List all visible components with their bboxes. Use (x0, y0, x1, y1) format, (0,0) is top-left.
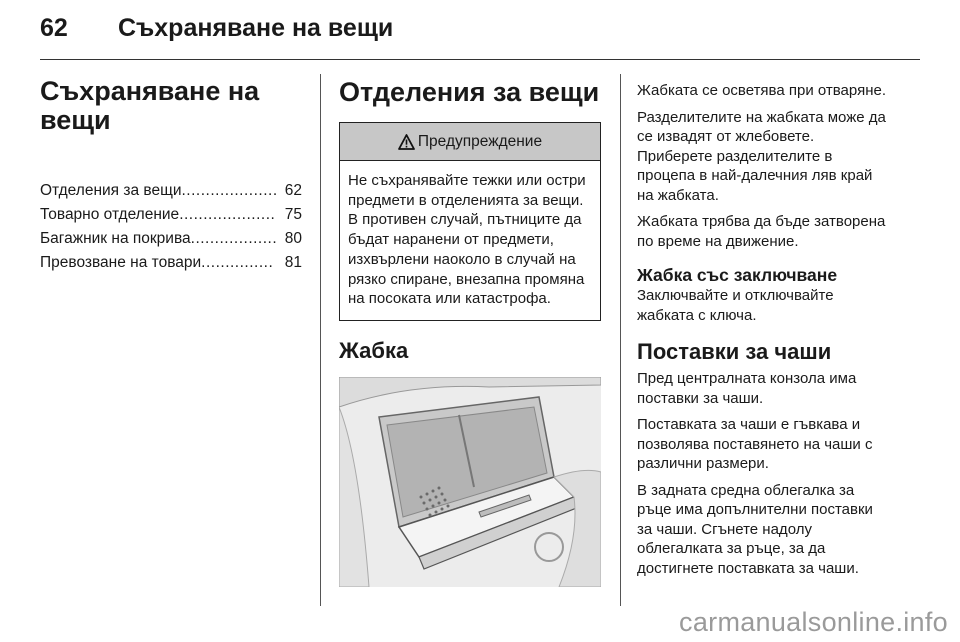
paragraph-closed-while-driving: Жабката трябва да бъде затворена по време на движение. (637, 213, 886, 250)
toc-entry-dots: .................... (181, 182, 278, 199)
warning-header (340, 123, 600, 161)
cupholders-paragraph-3: В задната средна облегалка за ръце има допълнителни поставки за чаши. Сгънете надолу облегалката за ръце, за да достигнете поставката за чаши. (637, 481, 873, 577)
warning-heading: Предупреждение (417, 132, 543, 150)
toc-entry[interactable] (40, 227, 302, 251)
toc-entry-dots: ............... (201, 254, 274, 271)
toc-entry[interactable] (40, 203, 302, 227)
page-number: 62 (40, 14, 68, 42)
toc-entry-label: Превозване на товари (40, 254, 202, 271)
glovebox-illustration (339, 377, 601, 587)
cupholders-paragraph-1: Пред централната конзола има поставки за чаши. (637, 370, 857, 407)
continuation-column (637, 81, 907, 585)
glovebox-drawing (339, 377, 601, 587)
toc-entry-page: 62 (284, 182, 302, 199)
watermark-text: carmanualsonline.info (679, 607, 948, 637)
column-divider-left (320, 74, 321, 606)
toc-entry-page: 80 (284, 230, 302, 247)
paragraph-light: Жабката се осветява при отваряне. (637, 82, 886, 99)
chapter-column (40, 77, 302, 275)
cupholders-paragraph-2: Поставката за чаши е гъвкава и позволява поставянето на чаши с различни размери. (637, 416, 873, 472)
toc-entry-page: 75 (284, 206, 302, 223)
chapter-title-line2: вещи (40, 105, 111, 135)
toc-entry-label: Товарно отделение (40, 206, 180, 223)
running-header-title: Съхраняване на вещи (118, 14, 394, 42)
toc-entry[interactable] (40, 179, 302, 203)
paragraph-dividers: Разделителите на жабката може да се извадят от жлебовете. Приберете разделителите в процепа в най-далечния ляв край на жабката. (637, 108, 886, 204)
lockable-glovebox-text: Заключвайте и отключвайте жабката с ключа. (637, 287, 834, 324)
section-title: Отделения за вещи (339, 77, 600, 107)
warning-box (339, 122, 601, 321)
lockable-glovebox-heading: Жабка със заключване (637, 265, 838, 285)
warning-triangle-icon (398, 134, 415, 150)
chapter-title-line1: Съхраняване на (40, 76, 260, 106)
toc-entry[interactable] (40, 251, 302, 275)
subsection-title: Жабка (339, 337, 409, 363)
warning-text: Не съхранявайте тежки или остри предмети в отделенията за вещи. В противен случай, пътниците да бъдат наранени от предмети, изхвърлени наоколо в случай на рязко спиране, внезапна промяна на посоката или катастрофа. (348, 172, 586, 308)
toc-entry-dots: .................. (190, 230, 278, 247)
toc-entry-label: Багажник на покрива (40, 230, 191, 247)
header-rule (40, 59, 920, 60)
chapter-title (40, 77, 302, 135)
toc-entry-label: Отделения за вещи (40, 182, 182, 199)
toc-entry-dots: .................... (179, 206, 276, 223)
toc-entry-page: 81 (284, 254, 302, 271)
cupholders-heading: Поставки за чаши (637, 339, 832, 364)
table-of-contents (40, 179, 302, 275)
column-divider-right (620, 74, 621, 606)
section-column (339, 77, 601, 587)
